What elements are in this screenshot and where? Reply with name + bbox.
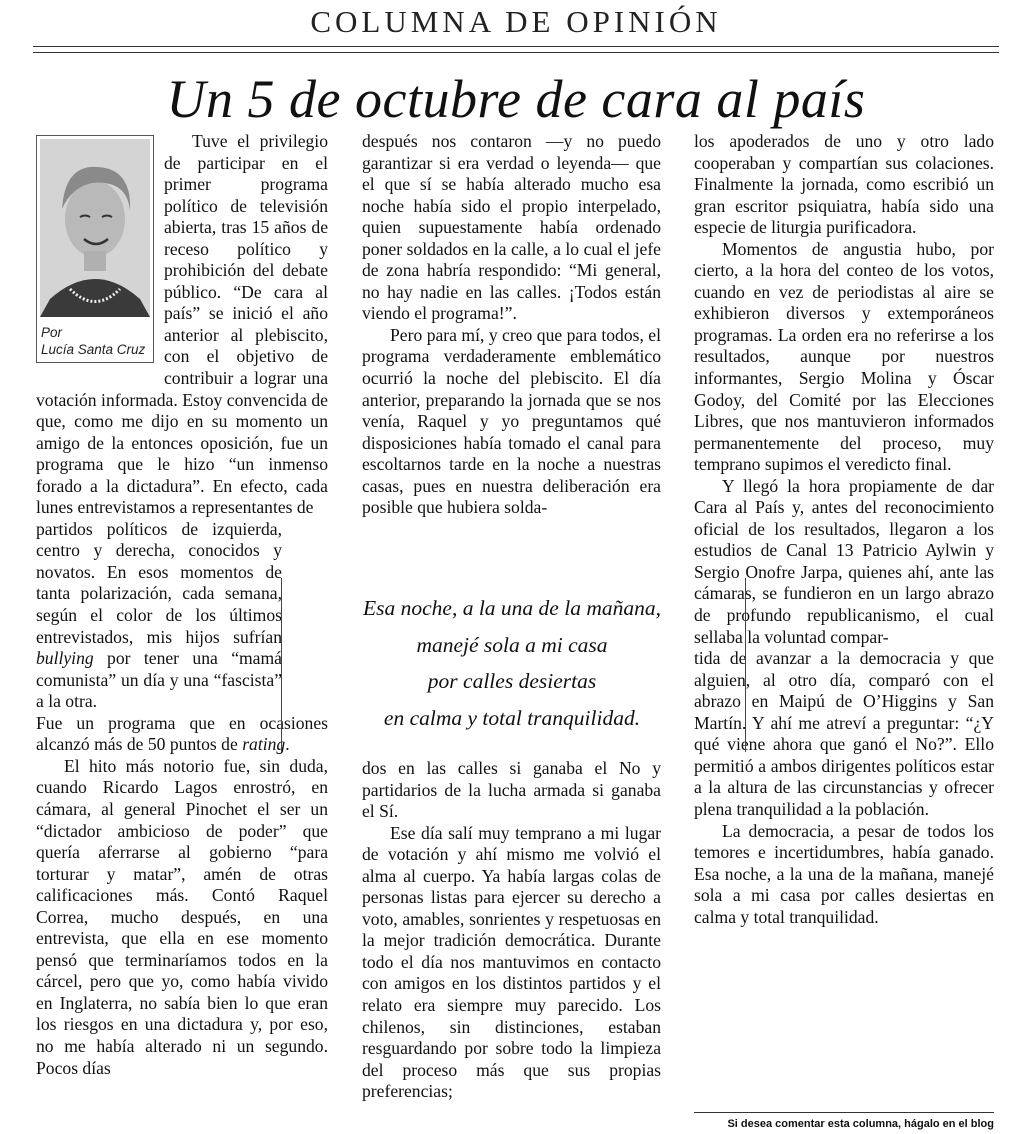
paragraph: Y llegó la hora propiamente de dar Cara al País y, antes del reconocimiento oficial de los resultados, llegaron a los estudios de Canal 13 Patricio Aylwin y Sergio Onofre Jarpa, quienes ahí, ante las cámaras, se fundieron en un largo abrazo de profundo republicanismo, el cual sellaba la voluntad compar- — [694, 475, 994, 647]
top-rule-double — [33, 52, 999, 53]
paragraph — [36, 713, 328, 756]
pull-quote-rule-left — [281, 578, 282, 752]
paragraph — [36, 519, 282, 713]
paragraph: La democracia, a pesar de todos los temores e incertidumbres, había ganado. Esa noche, a la una de la mañana, manejé sola a mi casa por calles desiertas en calma y total tranquilidad. — [694, 820, 994, 927]
paragraph-text: . — [285, 734, 290, 755]
paragraph: después nos contaron —y no puedo garantizar si era verdad o leyenda— que el que sí se había alterado mucho esa noche había sido el propio interpelado, quien supuestamente había ordenado poner soldados en la calle, a lo cual el jefe de zona habría respondido: “Mi general, no hay nadie en las calles. ¡Todos están viendo el programa!”. — [362, 131, 661, 324]
column-2 — [362, 131, 661, 519]
italic-term: bullying — [36, 648, 94, 669]
italic-term: rating — [242, 734, 286, 755]
paragraph: Ese día salí muy temprano a mi lugar de votación y ahí mismo me volvió el alma al cuerpo. Ya había largas colas de personas listas para ejercer su derecho a voto, amables, sonrientes y respetuosas en la mejor tradición democrática. Durante todo el día nos mantuvimos en contacto con amigos en los distintos partidos y el relato era siempre muy parecido. Los chilenos, sin distinciones, estaban resguardando por sobre todo la limpieza del proceso más que sus propias preferencias; — [362, 822, 661, 1102]
byline-prefix: Por — [41, 325, 63, 340]
headline: Un 5 de octubre de cara al país — [166, 69, 866, 129]
pull-quote-rule-right — [745, 578, 746, 752]
byline-author: Lucía Santa Cruz — [41, 342, 146, 357]
column-3 — [694, 131, 994, 928]
column-1 — [36, 131, 328, 1079]
pull-quote-line: por calles desiertas — [427, 669, 597, 693]
footer-rule — [694, 1112, 994, 1113]
section-title: COLUMNA DE OPINIÓN — [310, 4, 722, 39]
pull-quote-line: manejé sola a mi casa — [416, 632, 608, 657]
footer-note: Si desea comentar esta columna, hágalo en el blog — [727, 1118, 994, 1130]
pull-quote-line: Esa noche, a la una de la mañana, — [363, 596, 661, 620]
pull-quote-line: en calma y total tranquilidad. — [383, 705, 641, 730]
paragraph: dos en las calles si ganaba el No y partidarios de la lucha armada si ganaba el Sí. — [362, 758, 661, 822]
column-2-continued — [362, 758, 661, 1103]
paragraph-text: partidos políticos de izquierda, centro y derecha, conocidos y novatos. En esos momentos de tanta polarización, cada semana, según el color de los últimos entrevistados, mis hijos sufrían — [36, 518, 282, 647]
paragraph-text: Fue un programa que en ocasiones alcanzó más de 50 puntos de — [36, 712, 328, 755]
paragraph-text: por tener una “mamá comunista” un día y una “fascista” a la otra. — [36, 648, 282, 712]
top-rule — [33, 46, 999, 47]
paragraph: Pero para mí, y creo que para todos, el programa verdaderamente emblemático ocurrió la noche del plebiscito. El día anterior, preparando la jornada que se nos venía, Raquel y yo preguntamos qué disposiciones había tomado el canal para escoltarnos tarde en la noche a nuestras casas, pues en nuestra deliberación era posible que hubiera solda- — [362, 324, 661, 518]
paragraph: Tuve el privilegio de participar en el primer programa político de televisión abierta, tras 15 años de receso político y prohibición del debate público. “De cara al país” se inició el año anterior al plebiscito, con el objetivo de contribuir a lograr una votación informada. Estoy convencida de que, como me dijo en su momento un amigo de la entonces oposición, fue un programa que le hizo “un inmenso forado a la dictadura”. En efecto, cada lunes entrevistamos a representantes de — [36, 131, 328, 518]
paragraph: los apoderados de uno y otro lado cooperaban y compartían sus colaciones. Finalmente la jornada, como escribió un gran escritor psiquiatra, había sido una especie de liturgia purificadora. — [694, 131, 994, 238]
author-photo-box — [36, 135, 154, 363]
paragraph: El hito más notorio fue, sin duda, cuando Ricardo Lagos enrostró, en cámara, al general Pinochet el ser un “dictador ambicioso de poder” que quería aferrarse al gobierno “para torturar y matar”, amén de otras calificaciones más. Contó Raquel Correa, mucho después, en una entrevista, que ella en ese momento pensó que terminaríamos todos en la cárcel, pero que yo, como había vivido en Inglaterra, no sabía bien lo que eran los riesgos en una dictadura y, por eso, no me había alterado ni un segundo. Pocos días — [36, 755, 328, 1078]
author-photo — [40, 139, 150, 317]
pull-quote — [346, 590, 678, 736]
byline — [41, 324, 145, 358]
paragraph: Momentos de angustia hubo, por cierto, a la hora del conteo de los votos, cuando en vez de periodistas al aire se exhibieron diversos y extemporáneos programas. La orden era no referirse a los resultados, aunque por nuestros informantes, Sergio Molina y Óscar Godoy, del Comité por las Elecciones Libres, que nos mantuvieron informados permanentemente del proceso, muy temprano supimos el veredicto final. — [694, 238, 994, 475]
paragraph: tida de avanzar a la democracia y que alguien, al otro día, comparó con el abrazo en Maipú de O’Higgins y San Martín. Y ahí me atreví a preguntar: “¿Y qué viene ahora que ganó el No?”. Ello permitió a ambos dirigentes políticos estar a la altura de las circunstancias y ofrecer plena tranquilidad a la población. — [694, 648, 994, 819]
